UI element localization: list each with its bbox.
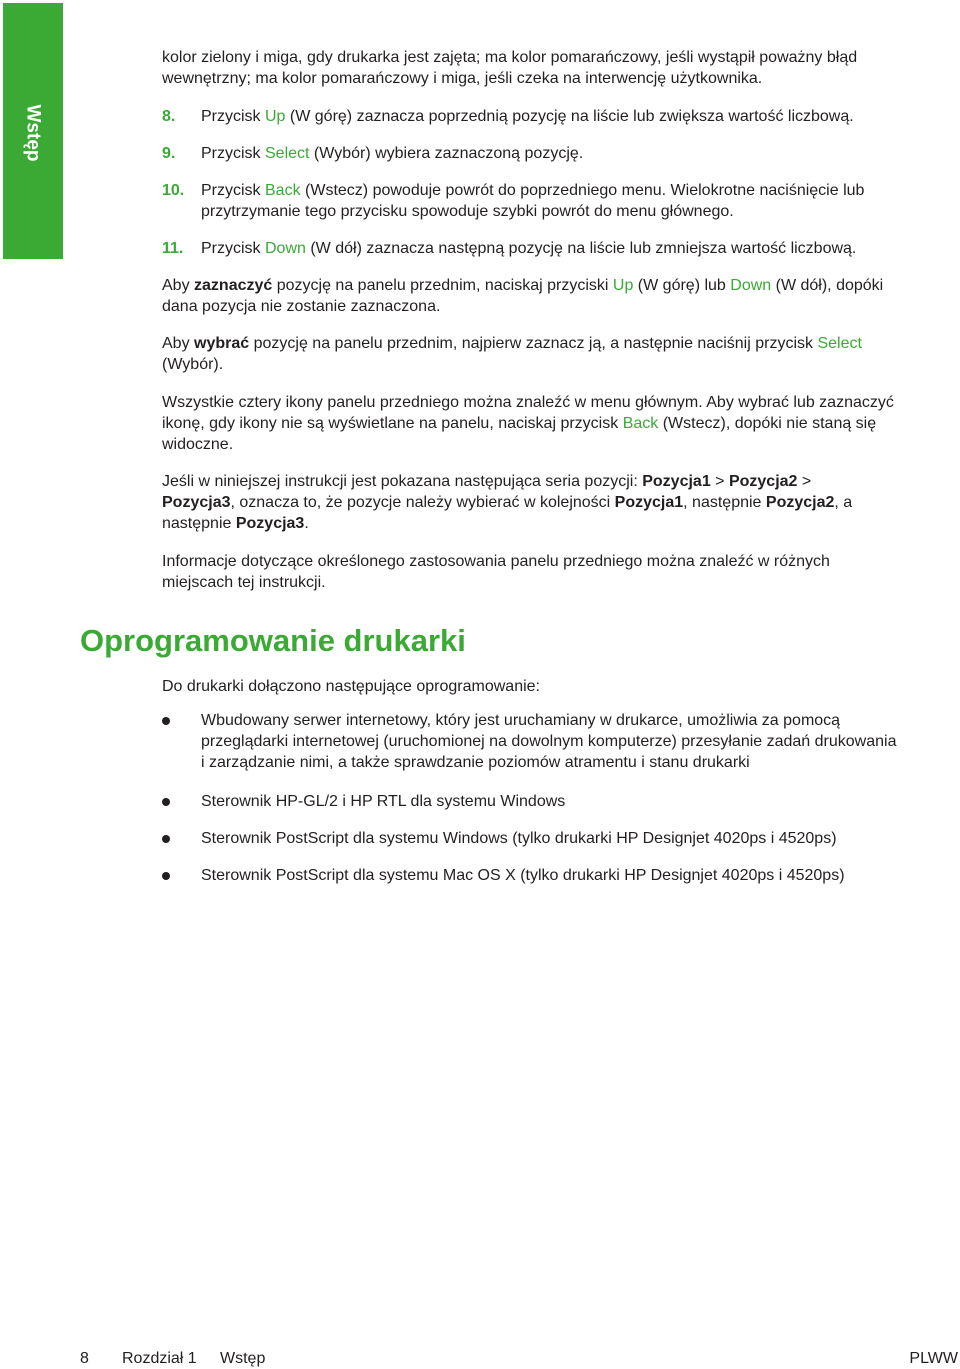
bullet-item-2: Sterownik HP-GL/2 i HP RTL dla systemu Windows: [201, 793, 566, 810]
bullet-icon: [162, 717, 170, 725]
section-heading: Oprogramowanie drukarki: [80, 623, 466, 658]
choose-instructions-paragraph: Aby wybrać pozycję na panelu przednim, najpierw zaznacz ją, a następnie naciśnij przycisk Select (Wybór).: [162, 335, 862, 373]
bullet-item-3: Sterownik PostScript dla systemu Windows (tylko drukarki HP Designjet 4020ps i 4520ps): [201, 830, 837, 847]
bullet-icon: [162, 798, 170, 806]
bullet-item-1: Wbudowany serwer internetowy, który jest uruchamiany w drukarce, umożliwia za pomocą przeglądarki internetowej (uruchomionej na dowolnym komputerze) przesyłanie zadań drukowania i zarządzanie nimi, a także sprawdzanie poziomów atramentu i stanu drukarki: [201, 712, 897, 771]
item-number-11: 11.: [162, 240, 184, 257]
footer-chapter: Rozdział 1: [122, 1350, 197, 1367]
intro-line-2: wewnętrzny; ma kolor pomarańczowy i miga, jeśli czeka na interwencję użytkownika.: [162, 70, 763, 87]
intro-paragraph: [162, 47, 960, 89]
item-number-8: 8.: [162, 108, 176, 125]
up-key-label: Up: [265, 108, 286, 125]
bullet-item-4: Sterownik PostScript dla systemu Mac OS X (tylko drukarki HP Designjet 4020ps i 4520ps): [201, 867, 845, 884]
series-paragraph: Jeśli w niniejszej instrukcji jest pokazana następująca seria pozycji: Pozycja1 > Pozycja2 > Pozycja3, oznacza to, że pozycje należy wybierać w kolejności Pozycja1, następnie Pozycja2, a następnie Pozycja3.: [162, 473, 853, 532]
item-number-10: 10.: [162, 182, 185, 199]
bullet-icon: [162, 872, 170, 880]
item-9-text: Przycisk Select (Wybór) wybiera zaznaczoną pozycję.: [201, 145, 584, 162]
chapter-side-tab: [3, 3, 63, 259]
footer-locale: PLWW: [909, 1350, 958, 1367]
intro-line-1: kolor zielony i miga, gdy drukarka jest zajęta; ma kolor pomarańczowy, jeśli wystąpił poważny błąd: [162, 49, 858, 66]
select-key-label: Select: [265, 145, 310, 162]
down-key-label: Down: [265, 240, 306, 257]
software-intro: Do drukarki dołączono następujące oprogramowanie:: [162, 678, 540, 695]
item-number-9: 9.: [162, 145, 176, 162]
page-number: 8: [80, 1350, 89, 1367]
select-instructions-paragraph: Aby zaznaczyć pozycję na panelu przednim, naciskaj przyciski Up (W górę) lub Down (W dół), dopóki dana pozycja nie zostanie zaznaczona.: [162, 277, 884, 315]
icons-paragraph: Wszystkie cztery ikony panelu przedniego można znaleźć w menu głównym. Aby wybrać lub zaznaczyć ikonę, gdy ikony nie są wyświetlane na panelu, naciskaj przycisk Back (Wstecz), dopóki nie staną się widoczne.: [162, 394, 894, 453]
side-tab-label: Wstęp: [22, 104, 44, 162]
info-paragraph: Informacje dotyczące określonego zastosowania panelu przedniego można znaleźć w różnych miejscach tej instrukcji.: [162, 553, 830, 591]
item-11-text: Przycisk Down (W dół) zaznacza następną pozycję na liście lub zmniejsza wartość liczbową.: [201, 240, 857, 257]
item-8-text: Przycisk Up (W górę) zaznacza poprzednią pozycję na liście lub zwiększa wartość liczbową.: [201, 108, 854, 125]
bullet-icon: [162, 835, 170, 843]
item-10-text: Przycisk Back (Wstecz) powoduje powrót do poprzedniego menu. Wielokrotne naciśnięcie lub przytrzymanie tego przycisku spowoduje szybki powrót do menu głównego.: [201, 182, 865, 220]
footer-section: Wstęp: [220, 1350, 266, 1367]
back-key-label: Back: [265, 182, 301, 199]
